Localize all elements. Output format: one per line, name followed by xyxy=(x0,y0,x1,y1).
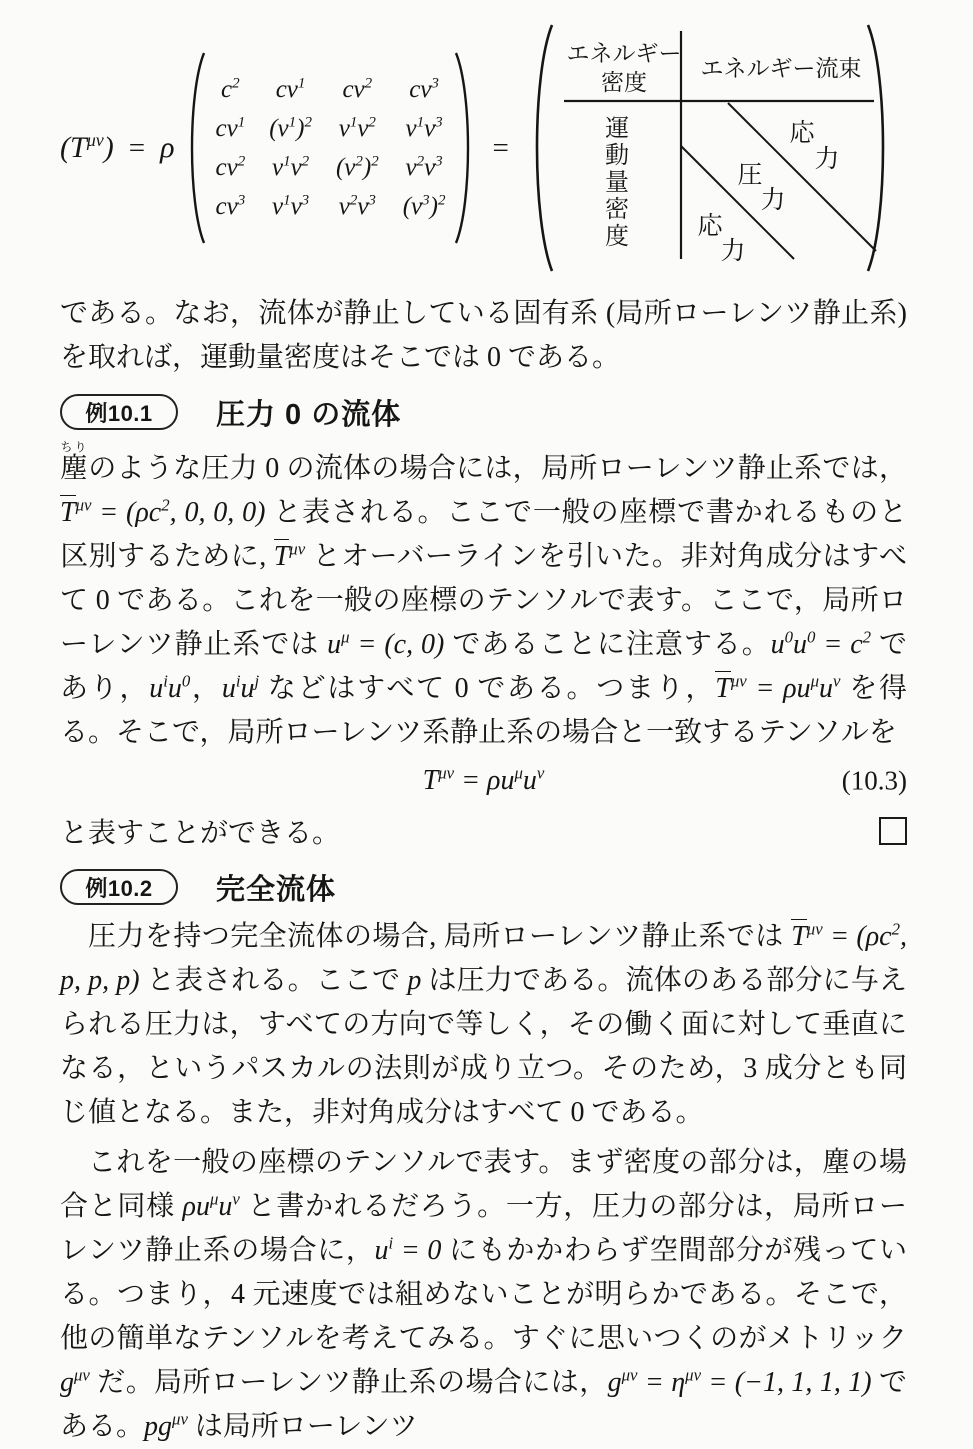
stress-energy-tensor-figure xyxy=(60,14,907,282)
example-10-2-paragraph-2: これを一般の座標のテンソルで表す。まず密度の部分は，塵の場合と同様 $\rho u^\mu u^\nu$ と書かれるだろう。一方，圧力の部分は，局所ローレンツ静止系の場合に，$u^i = 0$ にもかかわらず空間部分が残っている。つまり，4 元速度では組めないことが明らかである。そこで，他の簡単なテンソルを考えてみる。すぐに思いつくのがメトリック $g^{\mu\nu}$ だ。局所ローレンツ静止系の場合には，$g^{\mu\nu} = \eta^{\mu\nu} = (-1$, 1, 1, 1) である。$pg^{\mu\nu}$ は局所ローレンツ xyxy=(60,1147,907,1442)
equation-10-3: $T^{\mu\nu} = \rho u^\mu u^\nu$ xyxy=(422,763,545,796)
matrix-cell: $cv^2$ xyxy=(215,153,246,181)
closing-text: と表すことができる。 xyxy=(60,818,341,849)
rho-symbol: ρ xyxy=(160,131,175,164)
example-badge: 例10.1 xyxy=(60,394,178,430)
end-of-example-marker xyxy=(879,817,907,845)
matrix-cell: $(v^3)^2$ xyxy=(402,192,446,220)
matrix-cell: $v^1v^2$ xyxy=(338,114,376,142)
matrix-cell: $cv^1$ xyxy=(275,75,306,103)
matrix-grid xyxy=(209,76,451,221)
equation-10-3-row xyxy=(60,755,907,807)
matrix-cell: $c^2$ xyxy=(221,75,240,103)
diagram-left-paren xyxy=(537,25,552,271)
example-badge: 例10.2 xyxy=(60,869,178,905)
matrix-cell: $cv^3$ xyxy=(215,192,246,220)
stress-label-lower: 応 xyxy=(697,213,723,240)
tensor-symbol: $(T^{\mu\nu})$ xyxy=(60,130,114,164)
matrix-right-paren xyxy=(451,48,477,248)
pressure-label: 力 xyxy=(760,187,786,214)
example-10-2-paragraph-1: 圧力を持つ完全流体の場合, 局所ローレンツ静止系では $T^{\mu\nu} = (\rho c^2$, p, p, p) と表される。ここで p は圧力である。流体のある部分に与えられる圧力は，すべての方向で等しく，その働く面に対して垂直になる，というパスカルの法則が成り立つ。そのため，3 成分とも同じ値となる。また，非対角成分はすべて 0 である。 xyxy=(60,919,907,1128)
matrix-cell: $cv^3$ xyxy=(409,75,439,103)
momentum-density-label: 量 xyxy=(604,170,629,196)
matrix-cell: $(v^1)^2$ xyxy=(269,114,312,142)
energy-flux-label: エネルギー流束 xyxy=(700,56,862,81)
equals-sign: = xyxy=(492,131,509,164)
matrix-cell: $v^1v^3$ xyxy=(271,192,310,220)
matrix-cell: $v^1v^2$ xyxy=(271,153,310,181)
matrix-cell: $v^2v^3$ xyxy=(405,153,443,181)
matrix-left-paren xyxy=(183,48,209,248)
equals-sign: = xyxy=(128,131,146,164)
tensor-block-diagram xyxy=(524,19,896,277)
momentum-density-label: 運 xyxy=(604,116,629,142)
equation-number: (10.3) xyxy=(841,765,907,796)
matrix-cell: $cv^1$ xyxy=(215,114,246,142)
example-10-1-heading xyxy=(60,390,907,434)
energy-density-label: 密度 xyxy=(600,70,647,95)
tensor-component-matrix xyxy=(183,48,477,248)
matrix-cell: $cv^2$ xyxy=(342,75,373,103)
example-10-1-body: 塵ちりのような圧力 0 の流体の場合には，局所ローレンツ静止系では，$T^{\mu\nu} = (\rho c^2$, 0, 0, 0) と表される。ここで一般の座標で書かれるものと区別するために, $T^{\mu\nu}$ とオーバーラインを引いた。非対角成分はすべて 0 である。これを一般の座標のテンソルで表す。ここで，局所ローレンツ静止系では $u^\mu = (c$, 0) であることに注意する。$u^0u^0 = c^2$ であり，$u^iu^0$，$u^iu^j$ などはすべて 0 である。つまり，$T^{\mu\nu} = \rho u^\mu u^\nu$ を得る。そこで，局所ローレンツ系静止系の場合と一致するテンソルを xyxy=(60,440,907,748)
example-10-2-heading xyxy=(60,865,907,909)
energy-density-label: エネルギー xyxy=(566,41,682,66)
intro-paragraph: である。なお，流体が静止している固有系 (局所ローレンツ静止系) を取れば，運動量密度はそこでは 0 である。 xyxy=(60,298,907,373)
momentum-density-label: 密 xyxy=(604,197,629,223)
matrix-cell: $v^2v^3$ xyxy=(338,192,376,220)
stress-label-upper: 応 xyxy=(789,120,815,147)
momentum-density-label: 度 xyxy=(604,224,629,250)
example-title: 圧力 0 の流体 xyxy=(216,398,402,431)
matrix-cell: $v^1v^3$ xyxy=(405,114,443,142)
momentum-density-label: 動 xyxy=(604,143,629,169)
pressure-label: 圧 xyxy=(737,162,763,189)
stress-label-upper: 力 xyxy=(814,146,840,173)
diagram-right-paren xyxy=(868,25,883,271)
example-title: 完全流体 xyxy=(216,873,337,906)
example-10-1-closing xyxy=(60,807,907,855)
matrix-cell: $(v^2)^2$ xyxy=(335,153,379,181)
stress-label-lower: 力 xyxy=(720,238,746,265)
